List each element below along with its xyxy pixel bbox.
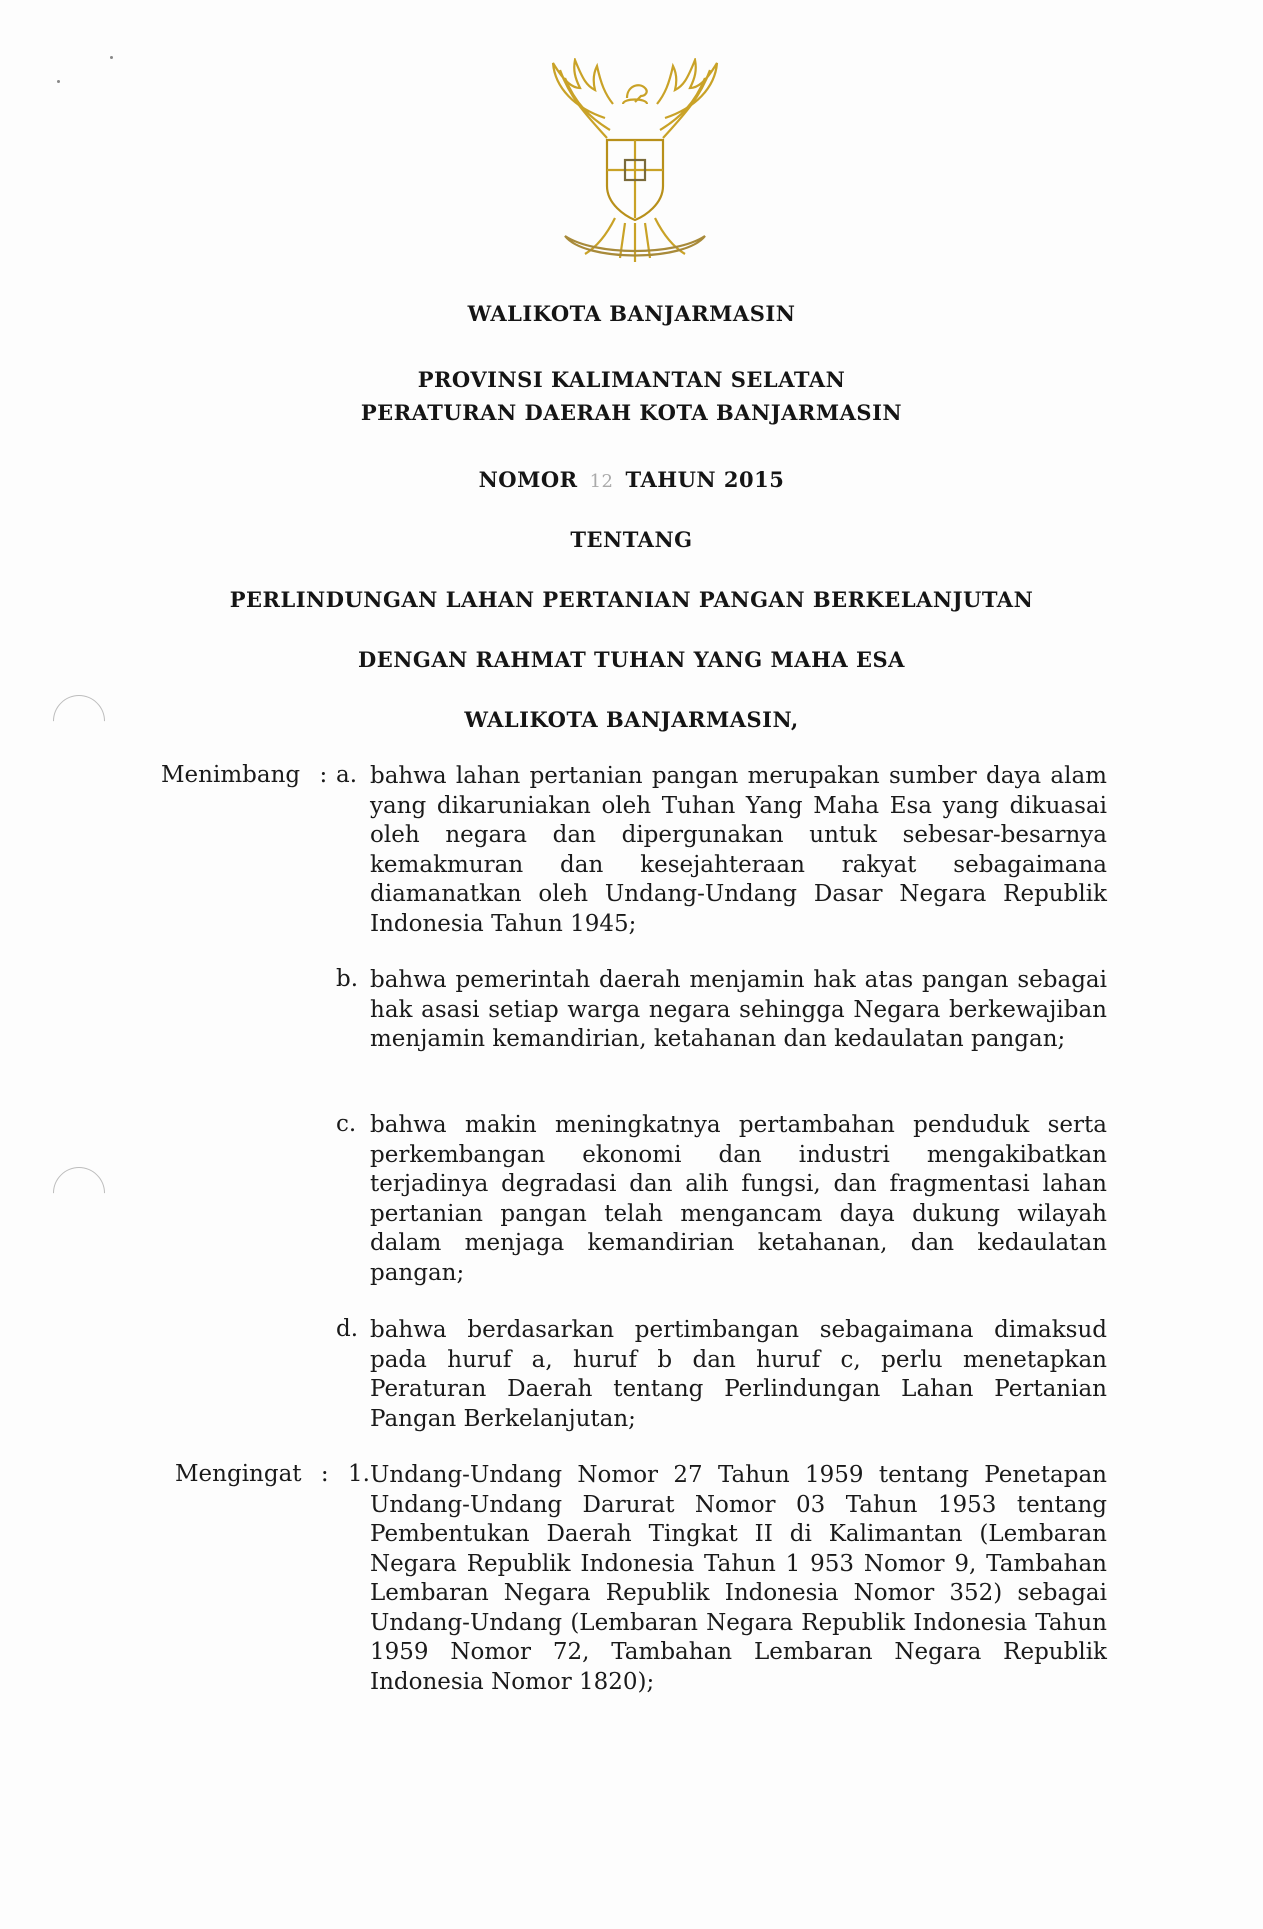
menimbang-label [161, 762, 327, 788]
mengingat-label-text: Mengingat [175, 1461, 302, 1487]
regulation-title: PERATURAN DAERAH KOTA BANJARMASIN [360, 400, 903, 425]
tahun-label: TAHUN 2015 [625, 467, 785, 492]
mengingat-label [175, 1461, 329, 1487]
menimbang-item-a-mark: a. [336, 762, 358, 788]
menimbang-item-d-mark: d. [336, 1316, 359, 1342]
punch-hole-middle [42, 1156, 116, 1230]
subject-title: PERLINDUNGAN LAHAN PERTANIAN PANGAN BERKELANJUTAN [229, 587, 1034, 612]
menimbang-item-a-text: bahwa lahan pertanian pangan merupakan sumber daya alam yang dikaruniakan oleh Tuhan Yang Maha Esa yang dikuasai oleh negara dan dipergunakan untuk sebesar-besarnya kemakmuran dan kesejahteraan rakyat sebagaimana diamanatkan oleh Undang-Undang Dasar Negara Republik Indonesia Tahun 1945; [370, 763, 1107, 937]
signatory-line: WALIKOTA BANJARMASIN, [464, 707, 799, 732]
nomor-value: 12 [589, 471, 614, 492]
blessing-line: DENGAN RAHMAT TUHAN YANG MAHA ESA [358, 647, 905, 672]
issuer-title: WALIKOTA BANJARMASIN [467, 301, 796, 326]
mengingat-item-1-mark: 1. [348, 1461, 370, 1487]
punch-hole-top [42, 684, 116, 758]
menimbang-item-b-text: bahwa pemerintah daerah menjamin hak atas pangan sebagai hak asasi setiap warga negara sehingga Negara berkewajiban menjamin kemandirian, ketahanan dan kedaulatan pangan; [370, 967, 1107, 1052]
regulation-number [0, 467, 1263, 492]
province-title: PROVINSI KALIMANTAN SELATAN [417, 367, 846, 392]
menimbang-item-c-mark: c. [336, 1111, 357, 1137]
garuda-emblem-icon [535, 58, 735, 278]
mengingat-colon: : [320, 1461, 329, 1487]
menimbang-item-b-mark: b. [336, 966, 359, 992]
scan-speck [110, 56, 113, 59]
menimbang-colon: : [319, 762, 328, 788]
tentang-heading: TENTANG [570, 527, 693, 552]
mengingat-item-1-text: Undang-Undang Nomor 27 Tahun 1959 tentang Penetapan Undang-Undang Darurat Nomor 03 Tahun 1953 tentang Pembentukan Daerah Tingkat II di Kalimantan (Lembaran Negara Republik Indonesia Tahun 1 953 Nomor 9, Tambahan Lembaran Negara Republik Indonesia Nomor 352) sebagai Undang-Undang (Lembaran Negara Republik Indonesia Tahun 1959 Nomor 72, Tambahan Lembaran Negara Republik Indonesia Nomor 1820); [370, 1462, 1107, 1695]
nomor-label: NOMOR [478, 467, 578, 492]
menimbang-item-c-text: bahwa makin meningkatnya pertambahan penduduk serta perkembangan ekonomi dan industri mengakibatkan terjadinya degradasi dan alih fungsi, dan fragmentasi lahan pertanian pangan telah mengancam daya dukung wilayah dalam menjaga kemandirian ketahanan, dan kedaulatan pangan; [370, 1112, 1107, 1286]
menimbang-item-d-text: bahwa berdasarkan pertimbangan sebagaimana dimaksud pada huruf a, huruf b dan huruf c, perlu menetapkan Peraturan Daerah tentang Perlindungan Lahan Pertanian Pangan Berkelanjutan; [370, 1317, 1107, 1432]
scan-speck [57, 80, 60, 83]
menimbang-label-text: Menimbang [161, 762, 301, 788]
